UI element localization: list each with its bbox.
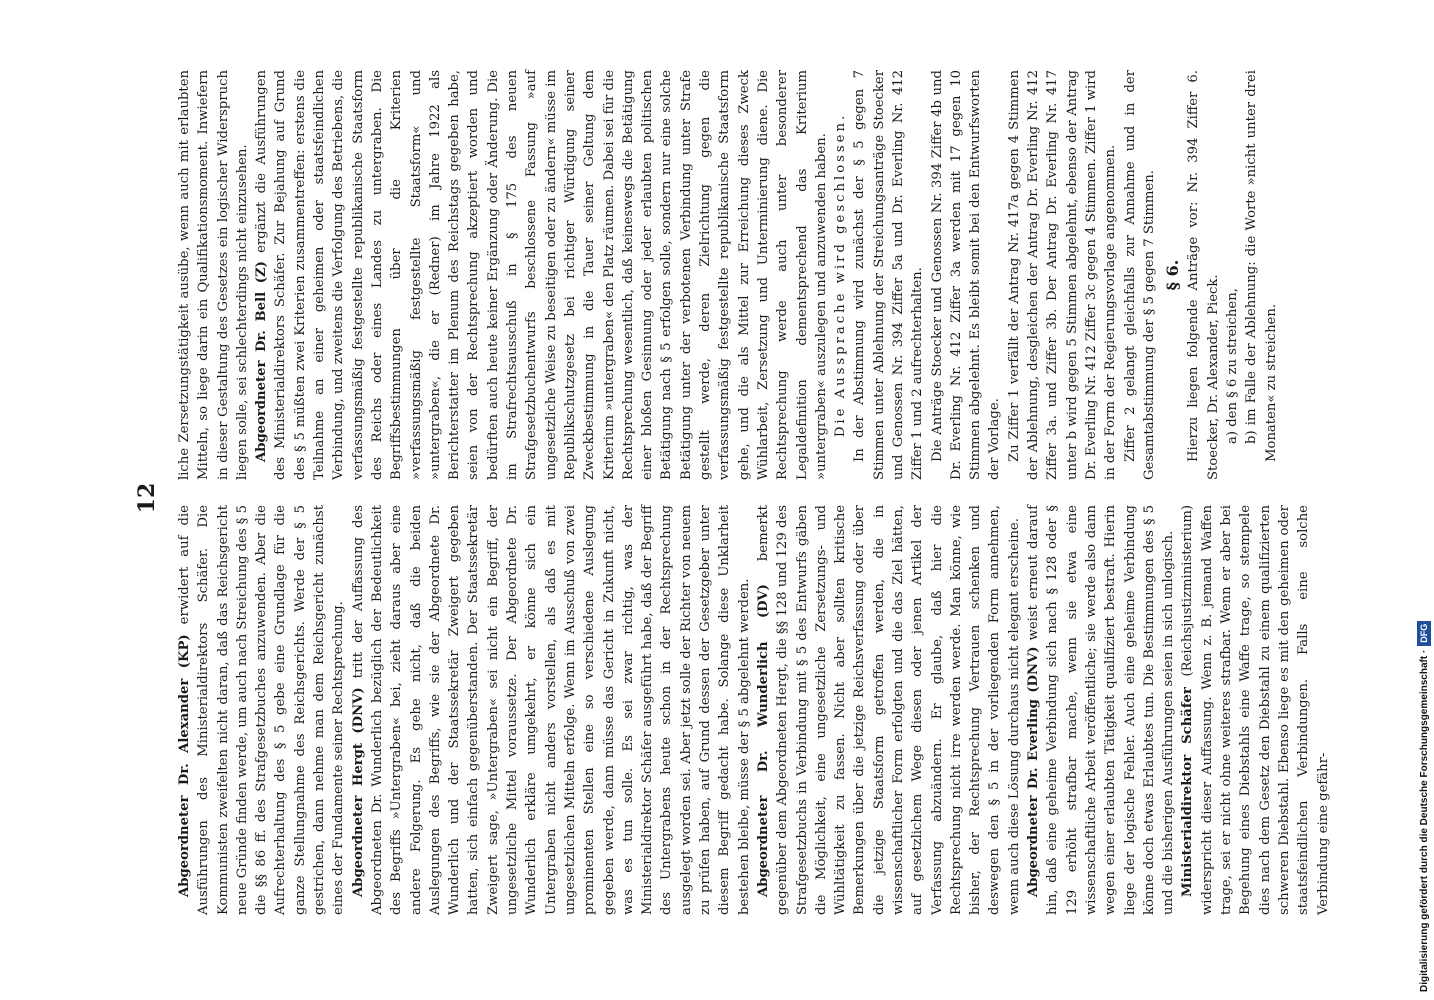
left-column — [175, 505, 1331, 915]
dfg-logo-icon: DFG — [1417, 621, 1431, 646]
credit-separator: · — [1419, 649, 1430, 654]
paragraph-text: ergänzt die Ausführungen des Ministerialdirektors Schäfer. Zur Bejahung auf Grund des § 5 müßten zwei Kriterien zusammentreffen: erstens die Teilnahme an einer geheimen oder staatsfeindlichen Verbindung, und zweitens die Verfolgung des Betriebens, die verfassungsmäßig festgestellte republikanische Staatsform des Reichs oder eines Landes zu untergraben. Die Begriffsbestimmungen über die Kriterien »verfassungsmäßig festgestellte Staatsform« und »untergraben«, die er (Redner) im Jahre 1922 als Berichterstatter im Plenum des Reichstags gegeben habe, seien von der Rechtsprechung akzeptiert worden und bedürften auch heute keiner Ergänzung oder Änderung. Die im Strafrechtsausschuß in § 175 des neuen Strafgesetzbuchentwurfs beschlossene Fassung »auf ungesetzliche Weise zu beseitigen oder zu ändern« müsse im Republikschutzgesetz bei richtiger Würdigung seiner Zweckbestimmung in die Tauer seiner Geltung dem Kriterium »untergraben« den Platz räumen. Dabei sei für die Rechtsprechung wesentlich, daß keineswegs die Betätigung einer bloßen Gesinnung oder jeder erlaubten politischen Betätigung nach § 5 erfolgen solle, sondern nur eine solche Betätigung unter der verbotenen Verbindung unter Strafe gestellt werde, deren Zielrichtung gegen die verfassungsmäßig festgestellte republikanische Staatsform gehe, und die als Mittel zur Erreichung dieses Zweck Wühlarbeit, Zersetzung und Unterminierung diene. Die Rechtsprechung werde auch unter besonderer Legaldefinition dementsprechend das Kriterium »untergraben« auszulegen und anzuwenden haben. — [254, 70, 829, 480]
vote-paragraph: Zu Ziffer 1 verfällt der Antrag Nr. 417a gegen 4 Stimmen der Ablehnung, desgleichen der Antrag Dr. Everling Nr. 412 Ziffer 3a. und Ziffer 3b. Der Antrag Dr. Everling Nr. 417 unter b wird gegen 5 Stimmen abgelehnt, ebenso der Antrag Dr. Everling Nr. 412 Ziffer 3c gegen 4 Stimmen. Ziffer 1 wird in der Form der Regierungsvorlage angenommen. — [1006, 70, 1119, 480]
paragraph-continuation: liche Zersetzungstätigkeit ausübe, wenn auch mit erlaubten Mitteln, so liege darin ein Qualifikationsmoment. Inwiefern in dieser Gestaltung des Gesetzes ein logischer Widerspruch liegen solle, sei schlechterdings nicht einzusehen. — [177, 70, 250, 480]
paragraph-everling — [1024, 505, 1178, 915]
vote-paragraph: Ziffer 2 gelangt gleichfalls zur Annahme und in der Gesamtabstimmung der § 5 gegen 7 Stimmen. — [1122, 70, 1157, 480]
paragraph-hergt — [349, 505, 754, 915]
speaker-name: Abgeordneter Dr. Everling (DNV) — [1026, 646, 1042, 897]
motions-intro: Hierzu liegen folgende Anträge vor: Nr. 394 Ziffer 6. Stoecker, Dr. Alexander, Pieck. — [1186, 70, 1221, 480]
debate-closed-note: Die Aussprache wird geschlossen. — [833, 112, 849, 438]
paragraph-wunderlich — [754, 505, 1024, 915]
paragraph-text: tritt der Auffassung des Abgeordneten Dr. Wunderlich bezüglich der Bedeutlichkeit des Begriffs »Untergraben« bei, zieht daraus aber eine andere Folgerung. Es gehe nicht, daß die beiden Auslegungen des Begriffs, wie sie der Abgeordnete Dr. Wunderlich und der Staatssekretär Zweigert gegeben hatten, sich einfach gegenüberstanden. Der Staatssekretär Zweigert sage, »Untergraben« sei nicht ein Begriff, der ungesetzliche Mittel voraussetze. Der Abgeordnete Dr. Wunderlich erkläre umgekehrt, er könne sich ein Untergraben nicht anders vorstellen, als daß es mit ungesetzlichen Mitteln erfolge. Wenn im Ausschuß von zwei prominenten Stellen eine so verschiedene Auslegung gegeben werde, dann müsse das Gericht in Zukunft nicht, was es tun solle. Es sei zwar richtig, was der Ministerialdirektor Schäfer ausgeführt habe, daß der Begriff des Untergrabens heute schon in der Rechtsprechung ausgelegt worden sei. Aber jetzt solle der Richter von neuem zu prüfen haben, auf Grund dessen der Gesetzgeber unter diesem Begriff gedacht habe. Solange diese Unklarheit bestehen bleibe, müsse der § 5 abgelehnt werden. — [350, 505, 752, 915]
motion-item: a) den § 6 zu streichen, — [1225, 288, 1241, 444]
digitization-credit — [1420, 8, 1428, 994]
paragraph-text: bemerkt gegenüber dem Abgeordneten Hergt, die §§ 128 und 129 des Strafgesetzbuchs in Verbindung mit § 5 des Entwurfs gäben die Möglichkeit, eine ungesetzliche Zersetzungs- und Wühltätigkeit zu fassen. Nicht aber sollten kritische Bemerkungen über die jetzige Reichsverfassung oder über die jetzige Staatsform getroffen werden, die in wissenschaftlicher Form erfolgten und die das Ziel hätten, auf gesetzlichem Wege diesen oder jenen Artikel der Verfassung abzuändern. Er glaube, daß hier die Rechtsprechung nicht irre werden werde. Man könne, wie bisher, der Rechtsprechung Vertrauen schenken und deswegen den § 5 in der vorliegenden Form annehmen, wenn auch diese Lösung durchaus nicht elegant erscheine. — [755, 505, 1022, 915]
speaker-name: Abgeordneter Dr. Wunderlich (DV) — [755, 584, 771, 897]
right-column — [175, 70, 1295, 480]
speaker-name: Abgeordneter Dr. Alexander (KP) — [177, 634, 192, 897]
vote-paragraph: In der Abstimmung wird zunächst der § 5 gegen 7 Stimmen unter Ablehnung der Streichungsanträge Stoecker und Genossen Nr. 394 Ziffer 5a und Dr. Everling Nr. 412 Ziffer 1 und 2 aufrechterhalten. — [852, 70, 926, 480]
paragraph-schaefer — [1178, 505, 1332, 915]
motion-item: b) im Falle der Ablehnung: die Worte »nicht unter drei Monaten« zu streichen. — [1244, 70, 1279, 462]
page-number: 12 — [134, 482, 160, 514]
paragraph-bell — [252, 70, 831, 480]
credit-line — [1417, 8, 1431, 992]
vote-paragraph: Die Anträge Stoecker und Genossen Nr. 394 Ziffer 4b und Dr. Everling Nr. 412 Ziffer 3a werden mit 17 gegen 10 Stimmen abgelehnt. Es bleibt somit bei den Entwurfsworten der Vorlage. — [929, 70, 1003, 480]
speaker-name: Abgeordneter Dr. Bell (Z) — [254, 261, 270, 462]
paragraph-alexander — [175, 505, 349, 915]
credit-text: Digitalisierung gefördert durch die Deutsche Forschungsgemeinschaft — [1419, 655, 1430, 992]
scanned-page — [50, 30, 1384, 970]
section-heading: § 6. — [1163, 259, 1183, 291]
paragraph-text: (Reichsjustizministerium) widerspricht dieser Auffassung. Wenn z. B. jemand Waffen trage, sei er nicht ohne weiteres strafbar. Wenn er aber bei Begehung eines Diebstahls eine Waffe trage, so stempele dies nach dem Gesetz den Diebstahl zu einem qualifizierten schweren Diebstahl. Ebenso liege es mit den geheimen oder staatsfeindlichen Verbindungen. Falls eine solche Verbindung eine gefähr- — [1180, 505, 1331, 915]
speaker-name: Ministerialdirektor Schäfer — [1180, 687, 1196, 897]
paragraph-text: weist erneut darauf hin, daß eine geheime Verbindung sich nach § 128 oder § 129 erhöht strafbar mache, wenn sie etwa eine wissenschaftliche Arbeit veröffentliche; sie werde also dann wegen einer erlaubten Tätigkeit qualifiziert bestraft. Hierin liege der logische Fehler. Auch eine geheime Verbindung könne doch etwas Erlaubtes tun. Die Bestimmungen des § 5 und die bisherigen Ausführungen seien in sich unlogisch. — [1026, 505, 1177, 915]
paragraph-text: erwidert auf die Ausführungen des Ministerialdirektors Schäfer. Die Kommunisten zweifelten nicht daran, daß das Reichsgericht neue Gründe finden werde, um auch nach Streichung des § 5 die §§ 86 ff. des Strafgesetzbuches anzuwenden. Aber die Aufrechterhaltung des § 5 gebe eine Grundlage für die ganze Stellungnahme des Reichsgerichts. Werde der § 5 gestrichen, dann nehme man dem Reichsgericht zunächst eines der Fundamente seiner Rechtsprechung. — [177, 505, 347, 915]
speaker-name: Abgeordneter Hergt (DNV) — [350, 687, 366, 897]
